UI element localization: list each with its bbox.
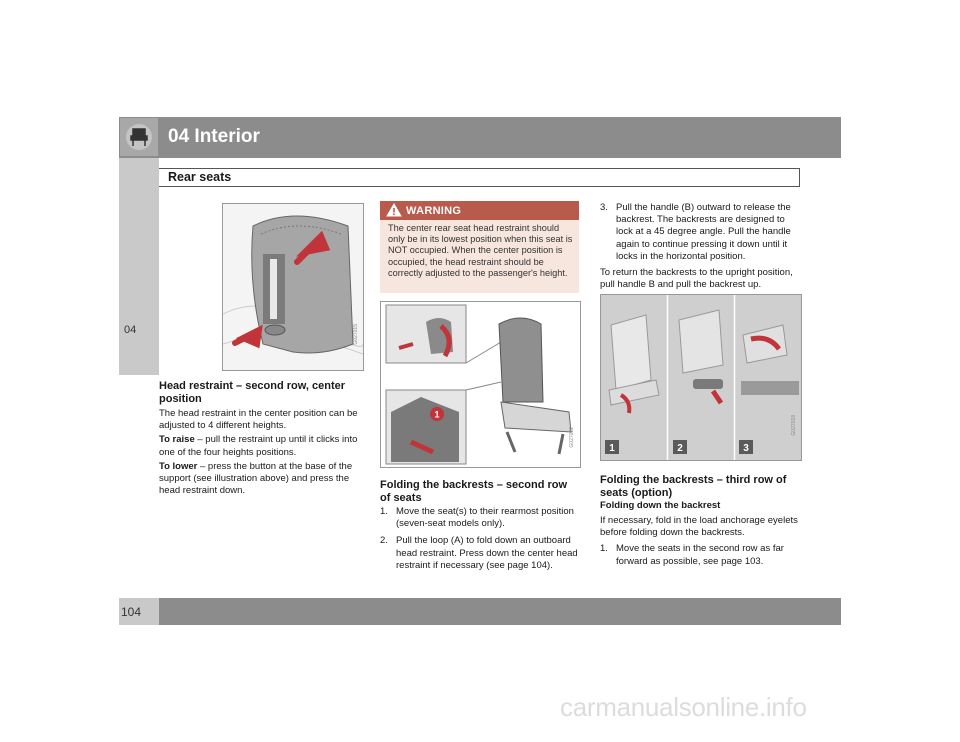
raise-label: To raise — [159, 434, 195, 446]
step-number: 2. — [380, 535, 388, 547]
panel-label-3: 3 — [743, 443, 749, 454]
figure-code: G027022 — [569, 427, 575, 448]
column-2 — [380, 479, 580, 577]
head-restraint-illustration — [222, 203, 364, 371]
second-row-heading: Folding the backrests – second row of seats — [380, 479, 568, 504]
backrest-callout: 1 — [434, 409, 440, 420]
chapter-sidebar — [119, 158, 159, 375]
third-step-list — [600, 202, 800, 263]
warning-text: The center rear seat head restraint should only be in its lowest position when this seat is NOT occupied. When the center position is occupied, the head restraint should be correctly adjusted to the passenger's height. — [388, 223, 573, 278]
step-item — [600, 202, 800, 263]
watermark: carmanualsonline.info — [560, 692, 807, 722]
panel-label-1: 1 — [609, 443, 615, 454]
seat-icon — [120, 118, 158, 156]
raise-text: – pull the restraint up until it clicks into one of the four heights positions. — [159, 434, 358, 458]
third-row-steps — [600, 543, 800, 567]
step-item — [600, 543, 800, 567]
column-1 — [159, 380, 364, 497]
panel-label-2: 2 — [677, 443, 683, 454]
figure-code: G027018 — [791, 415, 797, 436]
step-number: 3. — [600, 202, 608, 213]
lower-text: – press the button at the base of the support (see illustration above) and press the head restraint down. — [159, 460, 353, 497]
warning-icon — [386, 203, 402, 217]
step-text: Pull the loop (A) to fold down an outboard head restraint. Press down the center head restraint if necessary (see page 104). — [396, 535, 578, 571]
step-number: 1. — [600, 543, 608, 555]
chapter-tab: 04 — [124, 324, 137, 336]
step-number: 1. — [380, 506, 388, 517]
lower-paragraph — [159, 461, 364, 498]
third-row-illustration — [600, 294, 802, 461]
raise-paragraph — [159, 434, 364, 458]
page-number: 104 — [121, 605, 142, 619]
figure-code: G027015 — [353, 324, 359, 345]
eyelets-paragraph: If necessary, fold in the load anchorage eyelets before folding down the backrests. — [600, 515, 798, 539]
backrest-illustration — [380, 301, 581, 468]
folding-down-subheading: Folding down the backrest — [600, 500, 721, 511]
third-row-heading: Folding the backrests – third row of seats (option) — [600, 474, 787, 499]
column-3-bottom — [600, 474, 800, 573]
warning-title: WARNING — [406, 205, 462, 217]
second-row-steps — [380, 506, 580, 572]
step-item — [380, 506, 580, 530]
step-text: Pull the handle (B) outward to release the backrest. The backrests are designed to lock at a 45 degree angle. Pull the handle again to continue pressing it down until it locks in the horizontal position. — [616, 202, 791, 262]
return-paragraph: To return the backrests to the upright position, pull handle B and pull the backrest up. — [600, 267, 793, 291]
section-title: Rear seats — [168, 170, 232, 184]
chapter-title: 04 Interior — [168, 126, 260, 147]
section-bar — [158, 168, 800, 187]
footer-bar — [119, 598, 841, 625]
column-3-top — [600, 202, 800, 291]
step-text: Move the seat(s) to their rearmost position (seven-seat models only). — [396, 506, 574, 530]
step-text: Move the seats in the second row as far forward as possible, see page 103. — [616, 543, 784, 567]
lower-label: To lower — [159, 460, 198, 472]
head-restraint-intro: The head restraint in the center position can be adjusted to 4 different heights. — [159, 408, 358, 432]
step-item — [380, 535, 580, 572]
head-restraint-heading: Head restraint – second row, center position — [159, 380, 346, 405]
